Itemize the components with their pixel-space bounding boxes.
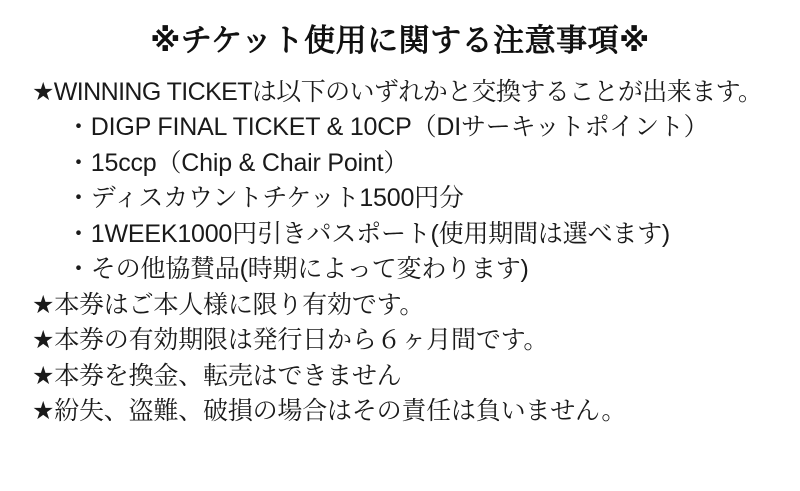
page-title: ※チケット使用に関する注意事項※ (150, 23, 650, 58)
list-item: ・DIGP FINAL TICKET & 10CP（DIサーキットポイント） (66, 113, 709, 142)
list-item: ・1WEEK1000円引きパスポート(使用期間は選べます) (66, 219, 670, 248)
list-item: ★WINNING TICKETは以下のいずれかと交換することが出来ます。 (32, 77, 763, 106)
list-item: ★本券の有効期限は発行日から６ヶ月間です。 (32, 326, 549, 355)
list-item: ・ディスカウントチケット1500円分 (66, 184, 464, 213)
list-item: ★紛失、盗難、破損の場合はその責任は負いません。 (32, 397, 627, 426)
list-item: ・その他協賛品(時期によって変わります) (66, 255, 529, 284)
notice-list (14, 75, 786, 430)
list-item: ・15ccp（Chip & Chair Point） (66, 148, 409, 177)
list-item: ★本券を換金、転売はできません (32, 361, 402, 390)
list-item: ★本券はご本人様に限り有効です。 (32, 290, 425, 319)
